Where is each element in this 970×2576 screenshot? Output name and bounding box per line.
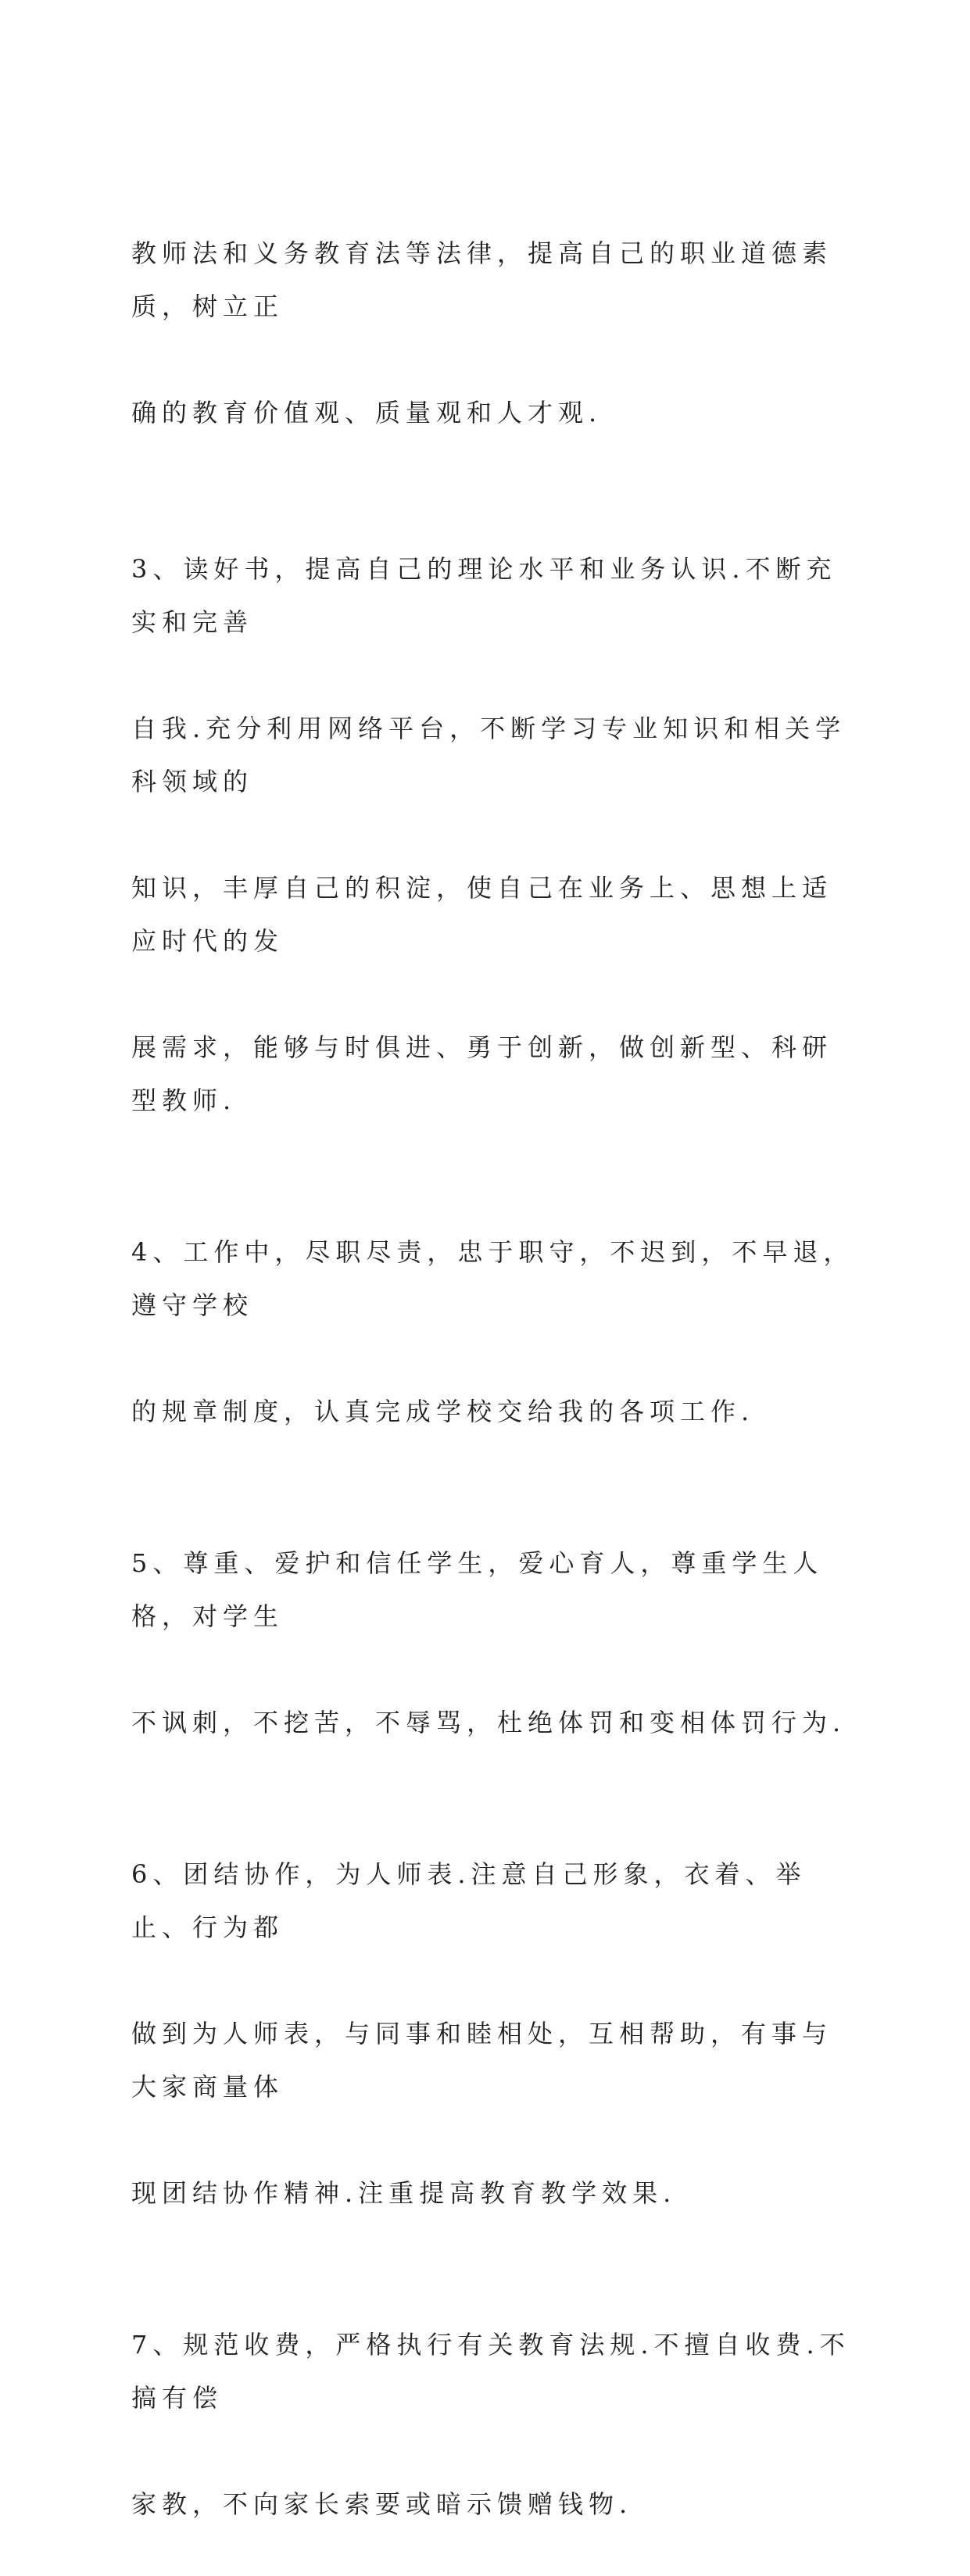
paragraph-item-6 [131,1794,858,2220]
paragraph-line: 5、尊重、爱护和信任学生，爱心育人，尊重学生人格，对学生 [131,1548,824,1631]
paragraph-line: 6、团结协作，为人师表.注意自己形象，衣着、举止、行为都 [131,1859,807,1942]
paragraph-line: 不讽刺，不挖苦，不辱骂，杜绝体罚和变相体罚行为. [131,1708,847,1737]
paragraph-line: 4、工作中，尽职尽责，忠于职守，不迟到，不早退，遵守学校 [131,1237,854,1320]
paragraph-line: 自我.充分利用网络平台，不断学习专业知识和相关学科领域的 [131,714,847,796]
paragraph-line: 知识，丰厚自己的积淀，使自己在业务上、思想上适应时代的发 [131,873,833,956]
paragraph-item-3 [131,489,858,1127]
paragraph-line: 现团结协作精神.注重提高教育教学效果. [131,2178,677,2208]
paragraph-law-continuation [131,174,858,439]
paragraph-line: 3、读好书，提高自己的理论水平和业务认识.不断充实和完善 [131,554,837,637]
paragraph-line: 做到为人师表，与同事和睦相处，互相帮助，有事与大家商量体 [131,2019,833,2102]
paragraph-line: 7、规范收费，严格执行有关教育法规.不擅自收费.不搞有偿 [131,2330,850,2413]
paragraph-line: 展需求，能够与时俱进、勇于创新，做创新型、科研型教师. [131,1032,833,1115]
paragraph-line: 的规章制度，认真完成学校交给我的各项工作. [131,1397,755,1426]
paragraph-item-7 [131,2265,858,2531]
paragraph-line: 确的教育价值观、质量观和人才观. [131,398,603,428]
paragraph-line: 教师法和义务教育法等法律，提高自己的职业道德素质，树立正 [131,238,833,321]
paragraph-item-4 [131,1172,858,1438]
paragraph-line: 家教，不向家长索要或暗示馈赠钱物. [131,2489,633,2519]
document-body [131,174,858,2576]
paragraph-item-5 [131,1483,858,1749]
